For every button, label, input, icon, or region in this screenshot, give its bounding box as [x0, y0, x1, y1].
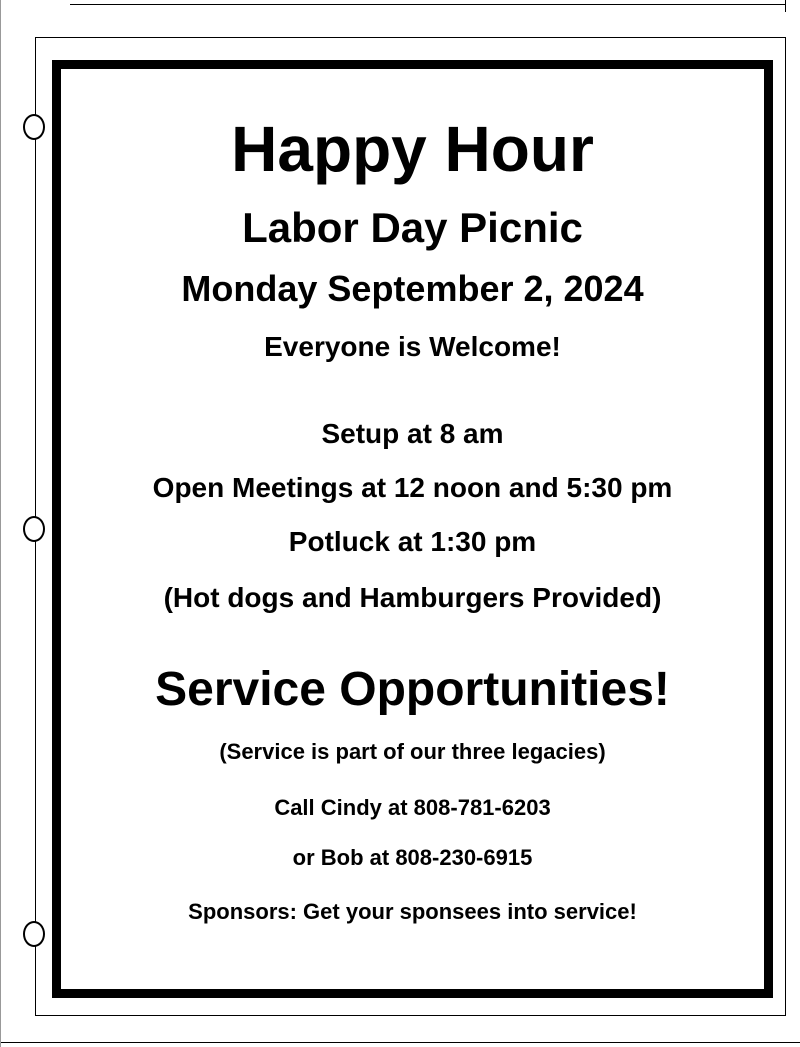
binder-hole-bottom	[23, 921, 45, 947]
contact-cindy: Call Cindy at 808-781-6203	[274, 795, 551, 820]
schedule-potluck: Potluck at 1:30 pm	[288, 526, 537, 557]
flyer-title: Happy Hour	[231, 113, 594, 185]
schedule-meetings: Open Meetings at 12 noon and 5:30 pm	[152, 472, 673, 503]
scan-edge-bottom	[0, 1042, 800, 1043]
event-date: Monday September 2, 2024	[181, 268, 644, 309]
schedule-provided-note: (Hot dogs and Hamburgers Provided)	[163, 582, 662, 613]
contact-bob: or Bob at 808-230-6915	[292, 845, 533, 870]
scan-edge-top	[70, 4, 785, 5]
scan-edge-left	[0, 0, 1, 1047]
flyer-subtitle: Labor Day Picnic	[242, 204, 583, 251]
schedule-setup: Setup at 8 am	[321, 418, 504, 449]
welcome-line: Everyone is Welcome!	[264, 331, 561, 362]
sponsors-line: Sponsors: Get your sponsees into service!	[188, 899, 637, 924]
service-note: (Service is part of our three legacies)	[219, 739, 606, 764]
binder-hole-top	[23, 114, 45, 140]
scan-edge-right	[785, 0, 786, 12]
service-heading: Service Opportunities!	[155, 663, 670, 716]
binder-hole-middle	[23, 516, 45, 542]
